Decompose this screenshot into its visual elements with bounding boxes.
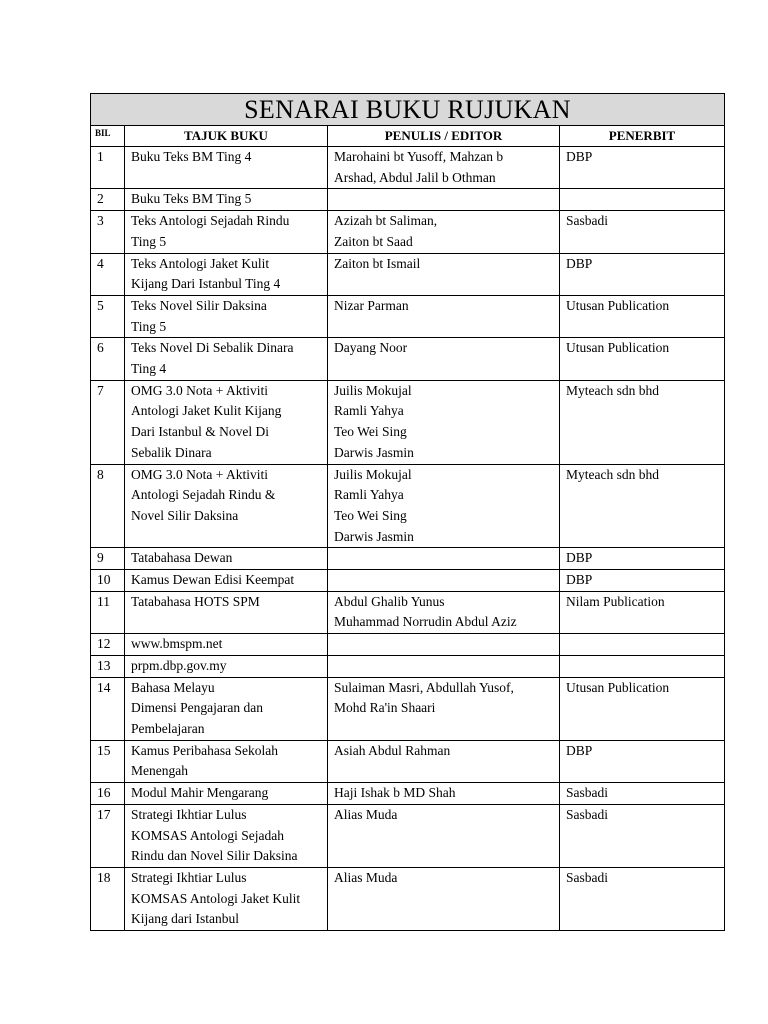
table-row [91,655,725,677]
book-title-line: www.bmspm.net [131,636,223,652]
book-title-line: Teks Novel Silir Daksina [131,297,267,313]
book-title-cell [125,783,328,805]
table-row [91,740,725,782]
book-title-cell [125,634,328,656]
book-title-cell [125,677,328,740]
book-title-line: Buku Teks BM Ting 4 [131,149,252,164]
publisher-cell [560,867,725,930]
book-title-line: Novel Silir Daksina [131,507,239,523]
publisher-cell [560,380,725,464]
publisher-cell [560,211,725,253]
publisher-line: DBP [566,742,593,758]
author-editor-cell [328,867,560,930]
publisher-line: Utusan Publication [566,297,670,313]
table-row [91,677,725,740]
publisher-cell [560,677,725,740]
row-number-cell: 14 [91,677,125,740]
author-editor-line: Zaiton bt Saad [334,233,413,249]
book-title-cell [125,464,328,548]
row-number-cell: 8 [91,464,125,548]
header-penulis-editor: PENULIS / EDITOR [328,126,560,147]
book-title-line: Menengah [131,763,188,779]
book-title-line: Teks Novel Di Sebalik Dinara [131,340,294,356]
author-editor-line: Juilis Mokujal [334,382,412,398]
book-title-line: Antologi Sejadah Rindu & [131,487,276,503]
book-title-line: Modul Mahir Mengarang [131,785,269,801]
book-title-line: Ting 4 [131,361,167,377]
book-title-line: Dari Istanbul & Novel Di [131,424,269,440]
publisher-cell [560,655,725,677]
book-title-cell [125,253,328,295]
title-row [91,94,725,126]
header-penerbit: PENERBIT [560,126,725,147]
book-title-line: Antologi Jaket Kulit Kijang [131,403,282,419]
book-title-line: KOMSAS Antologi Jaket Kulit [131,890,301,906]
row-number-cell: 15 [91,740,125,782]
author-editor-cell [328,338,560,380]
table-row [91,867,725,930]
publisher-line: Sasbadi [566,869,608,885]
table-row [91,591,725,633]
author-editor-cell [328,147,560,189]
author-editor-cell [328,591,560,633]
header-bil: BIL [91,126,125,147]
author-editor-line: Juilis Mokujal [334,466,412,482]
author-editor-cell [328,464,560,548]
author-editor-cell [328,211,560,253]
author-editor-cell [328,677,560,740]
book-title-line: prpm.dbp.gov.my [131,657,227,673]
book-title-cell [125,548,328,570]
document-title: SENARAI BUKU RUJUKAN [91,94,725,126]
publisher-line: Sasbadi [566,213,608,229]
author-editor-line: Marohaini bt Yusoff, Mahzan b [334,149,504,164]
author-editor-line: Darwis Jasmin [334,528,414,544]
table-row [91,570,725,592]
book-title-line: Tatabahasa Dewan [131,550,233,566]
book-title-line: Ting 5 [131,233,167,249]
row-number-cell: 1 [91,147,125,189]
book-title-cell [125,570,328,592]
publisher-line: Myteach sdn bhd [566,466,659,482]
author-editor-cell [328,783,560,805]
book-title-line: Tatabahasa HOTS SPM [131,593,260,609]
publisher-line: DBP [566,572,593,588]
row-number-cell: 18 [91,867,125,930]
author-editor-cell [328,804,560,867]
row-number-cell: 12 [91,634,125,656]
author-editor-line: Alias Muda [334,806,398,822]
book-title-line: Teks Antologi Sejadah Rindu [131,213,290,229]
book-title-line: Strategi Ikhtiar Lulus [131,806,247,822]
book-title-cell [125,867,328,930]
book-title-line: Dimensi Pengajaran dan [131,700,263,716]
row-number-cell: 5 [91,295,125,337]
author-editor-line: Sulaiman Masri, Abdullah Yusof, [334,679,514,695]
book-title-line: Kamus Dewan Edisi Keempat [131,572,295,588]
author-editor-cell [328,570,560,592]
author-editor-line: Alias Muda [334,869,398,885]
book-title-line: Bahasa Melayu [131,679,215,695]
book-title-line: Pembelajaran [131,720,205,736]
publisher-cell [560,295,725,337]
author-editor-cell [328,189,560,211]
publisher-line: Sasbadi [566,785,608,801]
row-number-cell: 7 [91,380,125,464]
publisher-line: Sasbadi [566,806,608,822]
table-row [91,147,725,189]
table-row [91,464,725,548]
publisher-cell [560,253,725,295]
table-body [91,147,725,931]
publisher-line: DBP [566,149,593,164]
book-title-line: Kijang Dari Istanbul Ting 4 [131,276,281,292]
author-editor-cell [328,253,560,295]
table-row [91,295,725,337]
author-editor-cell [328,548,560,570]
publisher-line: DBP [566,550,593,566]
author-editor-cell [328,380,560,464]
author-editor-line: Darwis Jasmin [334,444,414,460]
book-title-line: Sebalik Dinara [131,444,212,460]
table-row [91,783,725,805]
publisher-cell [560,570,725,592]
book-title-cell [125,147,328,189]
publisher-line: Utusan Publication [566,679,670,695]
table-row [91,189,725,211]
book-title-line: Kamus Peribahasa Sekolah [131,742,278,758]
author-editor-line: Haji Ishak b MD Shah [334,785,456,801]
author-editor-cell [328,634,560,656]
row-number-cell: 2 [91,189,125,211]
publisher-cell [560,804,725,867]
row-number-cell: 10 [91,570,125,592]
author-editor-line: Ramli Yahya [334,487,404,503]
table-row [91,253,725,295]
book-title-line: Buku Teks BM Ting 5 [131,191,252,207]
book-title-cell [125,211,328,253]
author-editor-line: Nizar Parman [334,297,409,313]
author-editor-line: Dayang Noor [334,340,408,356]
row-number-cell: 3 [91,211,125,253]
table-row [91,634,725,656]
row-number-cell: 6 [91,338,125,380]
row-number-cell: 16 [91,783,125,805]
book-title-line: OMG 3.0 Nota + Aktiviti [131,382,268,398]
author-editor-line: Azizah bt Saliman, [334,213,438,229]
book-title-cell [125,740,328,782]
publisher-cell [560,338,725,380]
publisher-cell [560,634,725,656]
book-title-line: Rindu dan Novel Silir Daksina [131,848,298,864]
row-number-cell: 17 [91,804,125,867]
book-title-cell [125,591,328,633]
book-title-line: Strategi Ikhtiar Lulus [131,869,247,885]
publisher-cell [560,783,725,805]
publisher-cell [560,147,725,189]
book-title-line: OMG 3.0 Nota + Aktiviti [131,466,268,482]
author-editor-line: Asiah Abdul Rahman [334,742,451,758]
author-editor-cell [328,655,560,677]
book-title-cell [125,655,328,677]
author-editor-line: Muhammad Norrudin Abdul Aziz [334,614,517,630]
reference-book-table [90,93,725,931]
book-title-cell [125,338,328,380]
publisher-line: Utusan Publication [566,340,670,356]
row-number-cell: 13 [91,655,125,677]
table-row [91,380,725,464]
publisher-cell [560,591,725,633]
publisher-line: DBP [566,255,593,271]
publisher-line: Nilam Publication [566,593,665,609]
book-title-cell [125,380,328,464]
publisher-cell [560,189,725,211]
book-title-cell [125,804,328,867]
publisher-cell [560,740,725,782]
table-row [91,804,725,867]
table-row [91,548,725,570]
table-row [91,211,725,253]
author-editor-line: Teo Wei Sing [334,424,407,440]
publisher-cell [560,464,725,548]
publisher-cell [560,548,725,570]
author-editor-line: Arshad, Abdul Jalil b Othman [334,169,496,185]
author-editor-line: Abdul Ghalib Yunus [334,593,445,609]
row-number-cell: 4 [91,253,125,295]
row-number-cell: 9 [91,548,125,570]
book-title-cell [125,189,328,211]
author-editor-line: Ramli Yahya [334,403,404,419]
table-row [91,338,725,380]
author-editor-line: Mohd Ra'in Shaari [334,700,436,716]
column-header-row [91,126,725,147]
book-title-line: Teks Antologi Jaket Kulit [131,255,270,271]
row-number-cell: 11 [91,591,125,633]
author-editor-cell [328,740,560,782]
book-title-line: KOMSAS Antologi Sejadah [131,827,285,843]
book-title-line: Ting 5 [131,318,167,334]
publisher-line: Myteach sdn bhd [566,382,659,398]
author-editor-cell [328,295,560,337]
author-editor-line: Zaiton bt Ismail [334,255,421,271]
author-editor-line: Teo Wei Sing [334,507,407,523]
book-title-cell [125,295,328,337]
book-title-line: Kijang dari Istanbul [131,911,239,927]
header-tajuk-buku: TAJUK BUKU [125,126,328,147]
